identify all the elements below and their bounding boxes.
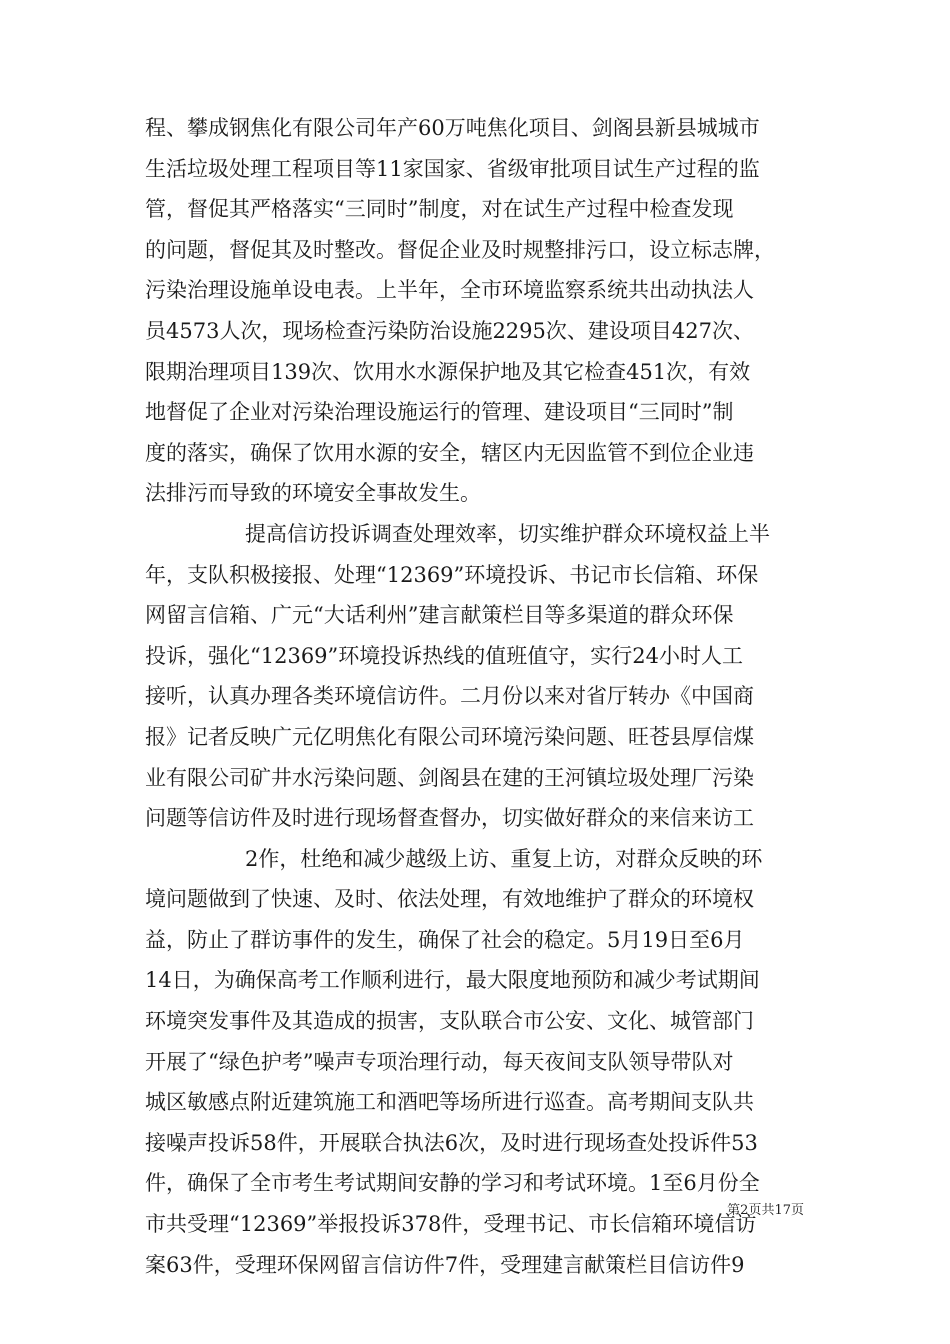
body-line: 污染治理设施单设电表。上半年，全市环境监察系统共出动执法人	[145, 278, 754, 303]
body-line: 投诉，强化“12369”环境投诉热线的值班值守，实行24小时人工	[145, 643, 743, 668]
body-line: 接噪声投诉58件，开展联合执法6次，及时进行现场查处投诉件53	[145, 1130, 758, 1155]
body-line: 地督促了企业对污染治理设施运行的管理、建设项目“三同时”制	[145, 400, 734, 425]
body-line: 案63件，受理环保网留言信访件7件，受理建言献策栏目信访件9	[145, 1252, 745, 1277]
body-line: 益，防止了群访事件的发生，确保了社会的稳定。5月19日至6月	[145, 927, 745, 952]
body-line: 员4573人次，现场检查污染防治设施2295次、建设项目427次、	[145, 318, 754, 343]
body-line: 业有限公司矿井水污染问题、剑阁县在建的王河镇垃圾处理厂污染	[145, 765, 754, 790]
body-line: 度的落实，确保了饮用水源的安全，辖区内无因监管不到位企业违	[145, 440, 754, 465]
paragraph-start-line: 提高信访投诉调查处理效率，切实维护群众环境权益上半	[245, 521, 770, 546]
body-line: 问题等信访件及时进行现场督查督办，切实做好群众的来信来访工	[145, 806, 754, 831]
body-line: 生活垃圾处理工程项目等11家国家、省级审批项目试生产过程的监	[145, 156, 760, 181]
body-line: 年，支队积极接报、处理“12369”环境投诉、书记市长信箱、环保	[145, 562, 759, 587]
body-line: 开展了“绿色护考”噪声专项治理行动，每天夜间支队领导带队对	[145, 1049, 734, 1074]
body-line: 法排污而导致的环境安全事故发生。	[145, 481, 481, 506]
body-line: 环境突发事件及其造成的损害，支队联合市公安、文化、城管部门	[145, 1009, 754, 1034]
body-line: 件，确保了全市考生考试期间安静的学习和考试环境。1至6月份全	[145, 1171, 760, 1196]
document-body	[145, 108, 807, 1285]
paragraph-start-line: 2作，杜绝和减少越级上访、重复上访，对群众反映的环	[245, 846, 763, 871]
body-line: 网留言信箱、广元“大话利州”建言献策栏目等多渠道的群众环保	[145, 603, 734, 628]
body-line: 接听，认真办理各类环境信访件。二月份以来对省厅转办《中国商	[145, 684, 754, 709]
body-line: 市共受理“12369”举报投诉378件，受理书记、市长信箱环境信访	[145, 1212, 757, 1237]
body-line: 14日，为确保高考工作顺利进行，最大限度地预防和减少考试期间	[145, 968, 760, 993]
body-line: 管，督促其严格落实“三同时”制度，对在试生产过程中检查发现	[145, 197, 734, 222]
body-line: 限期治理项目139次、饮用水水源保护地及其它检查451次，有效	[145, 359, 751, 384]
body-line: 报》记者反映广元亿明焦化有限公司环境污染问题、旺苍县厚信煤	[145, 724, 754, 749]
body-line: 的问题，督促其及时整改。督促企业及时规整排污口，设立标志牌，	[145, 237, 775, 262]
body-line: 城区敏感点附近建筑施工和酒吧等场所进行巡查。高考期间支队共	[145, 1090, 754, 1115]
body-line: 境问题做到了快速、及时、依法处理，有效地维护了群众的环境权	[145, 887, 754, 912]
body-line: 程、攀成钢焦化有限公司年产60万吨焦化项目、剑阁县新县城城市	[145, 116, 760, 140]
page-number: 第2页共17页	[727, 1203, 804, 1218]
